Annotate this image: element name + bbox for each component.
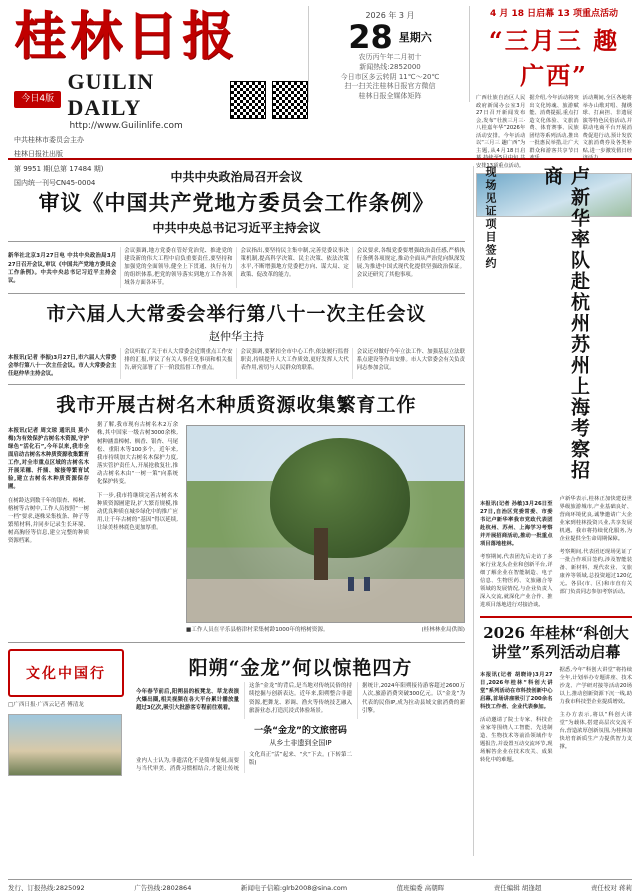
right1-col-1: 本报讯(记者 孙敏)3月26日至27日,自治区党委常委、市委书记卢新华率我市党政代表团赴杭州、苏州、上海学习考察并开展招商活动,推动一批重点项目落地桂林。 (480, 501, 553, 547)
lead-col-4: 会议要求,各级党委要增强政治责任感,严格执行条例各项规定,推动全面从严治党向纵深发展,为推进中国式现代化提供坚强政治保证。会议还研究了其他事项。 (356, 248, 465, 279)
right-story-1-subhead: 现场见证项目签约 (484, 166, 497, 270)
edition-badge (14, 91, 61, 107)
edition-badge-label: 今日4版 (21, 94, 55, 105)
newspaper-url: http://www.Guilinlife.com (69, 120, 183, 131)
lead-col-3: 会议指出,要坚持民主集中制,完善党委议事决策机制,提高科学决策、民主决策、依法决策水平,不断增强地方党委把方向、谋大局、定政策、促改革的能力。 (240, 248, 349, 279)
lead-kicker: 中共中央政治局召开会议 (170, 170, 303, 184)
masthead-meta-1: 桂林日报社出版 (14, 150, 63, 159)
second-col-3: 会议强调,要紧扣全市中心工作,依法履行监督职责,持续提升人大工作质效,更好发挥人大代表作用,密切与人民群众的联系。 (240, 349, 349, 372)
lead-subhead: 中共中央总书记习近平主持会议 (152, 221, 321, 235)
culture-main (136, 649, 465, 776)
date-day: 28 (348, 18, 393, 56)
photo-col-3: 据了解,我市现有古树名木2万余株,其中国家一级古树3000余株,树种涵盖樟树、枫香、银杏、马尾松、重阳木等100多个。近年来,我市持续加大古树名木保护力度,落实管护责任人,开展抢救复壮,推动古树名木由“一树一策”向系统化保护转变。 (97, 422, 178, 486)
footer-proofreader: 责任校对 蒋莉 (590, 884, 632, 892)
culture-dateline: □广西日报·广西云记者 傅清龙 (8, 702, 84, 709)
date-year-month: 2026 年 3 月 (365, 11, 415, 20)
culture-brand-box (8, 649, 130, 776)
right-story-2-body (480, 667, 632, 765)
weather-note: 今日市区多云转阴 11℃～20℃ (340, 72, 440, 81)
masthead-left (8, 6, 308, 189)
right1-col-3: 卢新华表示,桂林正加快建设世界级旅游城市,产业基础良好、营商环境优良,诚挚邀请广大企业家到桂林投资兴业,共享发展机遇。我市将持续优化服务,为企业提供全生命周期保障。 (559, 496, 632, 542)
second-col-2: 会议听取了关于市人大常委会近期重点工作安排的汇报,审议了有关人事任免事项和相关报告,研究部署了下一阶段监督工作重点。 (124, 349, 233, 372)
photo-story-text (8, 421, 178, 637)
newspaper-title-english: GUILIN DAILY (67, 68, 155, 120)
footer-responsible-editor: 责任编辑 胡逢超 (493, 884, 542, 892)
footer-ad-hotline: 广告热线:2802864 (134, 884, 192, 892)
second-headline: 市六届人大常委会举行第八十一次主任会议 (46, 303, 427, 326)
right1-col-2: 考察期间,代表团先后走访了多家行业龙头企业和创新平台,详细了解企业在智能制造、电子信息、生物医药、文旅融合等领域的发展情况,与企业负责人深入交流,就深化产业合作、推进项目落地进行对接洽谈。 (480, 554, 553, 608)
right-story-1-body (480, 496, 632, 610)
culture-col-1: 今年春节前后,阳朔县的板凳龙、草龙表演火爆出圈,相关视频在各大平台累计播放量超过3亿次,吸引大批游客专程前往观看。 (136, 688, 239, 711)
qr-code-icon (230, 81, 266, 119)
promo-col-2: 据介绍,今年活动将突出文化铸魂、旅游赋能、消费提振,重点打造文化体验、文旅消费、体育赛事、民族团结等系列活动,推出一批惠民举措,让广大群众和游客共享节日欢乐。 (529, 95, 579, 162)
tree-canopy-shape (270, 438, 410, 558)
right-column (473, 166, 632, 856)
person-figure (348, 577, 354, 591)
second-col-1: 本报讯(记者 李振)3月27日,市六届人大常委会举行第八十一次主任会议。市人大常委会主任赵仲华主持会议。 (8, 354, 117, 377)
second-byline: 赵仲华主持 (209, 330, 264, 344)
main-column (8, 166, 465, 856)
culture-col-2: 这条“金龙”的背后,是当地对传统民俗的持续挖掘与创新表达。近年来,阳朔整合非遗资源,把舞龙、彩调、渔火等传统技艺融入旅游业态,打造沉浸式体验场景。 (249, 683, 352, 714)
promo-text (476, 95, 632, 170)
lead-col-2: 会议强调,地方党委在管好党治党、推进党的建设新的伟大工程中肩负重要责任,要坚持和加强党的全面领导,健全上下贯通、执行有力的组织体系,把党的领导落实到地方工作各领域各方面各环节。 (124, 248, 233, 287)
right2-col-2: 活动邀请了院士专家、科技企业家等围绕人工智能、先进制造、生物技术等前沿领域作专题报告,并设置互动交流环节,现场解答企业在技术攻关、成果转化中的难题。 (480, 717, 553, 763)
culture-col-3: 据统计,2024年阳朔接待游客超过2600万人次,旅游消费突破300亿元。以“金龙”为代表的民俗IP,成为拉动县域文旅消费的新引擎。 (362, 683, 465, 714)
newspaper-title: 桂林日报 (14, 6, 239, 67)
culture-headline: 阳朔“金龙”何以惊艳四方 (188, 657, 413, 680)
masthead-meta-2: 第 9951 期(总第 17484 期) (14, 164, 104, 173)
photo-caption (186, 625, 465, 633)
photo-figure (186, 425, 465, 633)
right-story-2-headline: 2026 年桂林“科创大讲堂”系列活动启幕 (483, 623, 629, 662)
right2-col-3: 据悉,今年“科创大讲堂”将持续全年,计划举办专题讲座、技术沙龙、产学研对接等活动20场以上,推动创新资源下沉一线,助力我市科技型企业提质增效。 (559, 666, 632, 705)
photo-col-4: 下一步,我市将继续完善古树名木种质资源圃建设,扩大繁育规模,推动优良种质在城乡绿化中的推广应用,让千年古树的“基因”得以延续,让绿美桂林底色更加厚重。 (97, 492, 178, 531)
masthead-datebox (308, 6, 470, 102)
photo-col-1: 本报讯(记者 周文琼 通讯员 莫小梅)为有效保护古树名木资源,守护绿色“活化石”,今年以来,我市全面启动古树名木种质资源收集繁育工作,对全市重点区域的古树名木开展采穗、扦插、嫁接等繁育试验,建立古树名木种质资源保存圃。 (8, 427, 89, 491)
right-story-1-headline: 卢新华率队赴杭州苏州上海考察招商 (541, 166, 590, 481)
page-body (8, 166, 632, 856)
date-weekday: 星期六 (398, 31, 432, 44)
lead-headline: 审议《中国共产党地方委员会工作条例》 (38, 190, 435, 215)
second-col-4: 会议还对做好今年立法工作、加强基层立法联系点建设等作出安排。市人大常委会有关负责同志参加会议。 (356, 349, 465, 372)
footer-duty-editor: 值班编委 高朝晖 (396, 884, 445, 892)
culture-sub-1: 一条“金龙”的文旅密码 (254, 726, 347, 737)
lead-body (8, 247, 465, 288)
culture-logo: 文化中国行 (8, 649, 124, 697)
photo-story-block (8, 421, 465, 637)
lead-col-1: 新华社北京3月27日电 中共中央政治局3月27日召开会议,审议《中国共产党地方委员会工作条例》。中共中央总书记习近平主持会议。 (8, 253, 117, 284)
promo-kicker: 4 月 18 日启幕 13 项重点活动 (490, 9, 618, 19)
right-story-1-head (480, 166, 632, 496)
photo-caption-right: (桂林林业局供图) (421, 627, 465, 634)
promo-col-1: 广西壮族自治区人民政府新闻办公室3月27日召开新闻发布会,发布“壮族三月三·八桂嘉年华”2026年活动安排。今年活动以“三月三 趣广西”为主题,从4月18日启幕,持续至5月中旬,共安排13项重点活动。 (476, 95, 526, 169)
tree-photo (186, 425, 465, 623)
masthead-subrow (14, 69, 308, 131)
photo-story-headline: 我市开展古树名木种质资源收集繁育工作 (56, 394, 417, 417)
right2-col-1: 本报讯(记者 胡晓诗)3月27日,2026年桂林“科创大讲堂”系列活动在市科技创新中心启幕,首场讲座吸引了200余名科技工作者、企业代表参加。 (480, 672, 553, 710)
culture-section (8, 649, 465, 776)
person-figure-2 (364, 577, 370, 591)
footer-subscription: 发行、订报热线:2825092 (8, 884, 85, 892)
photo-caption-left: ■工作人员在平乐县榕津村采集树龄1000年的榕树资源。 (186, 627, 329, 634)
footer-email: 新闻电子信箱:glrb2008@sina.com (240, 884, 348, 892)
masthead-meta-3: 国内统一刊号CN45-0004 (14, 179, 96, 188)
promo-col-3: 活动期间,全区各地将举办山歌对唱、抛绣球、打扁担、非遗展演等特色民俗活动,并联动电商平台开展消费促进行动,预计发放文旅消费券及各类补贴,进一步激发假日经济活力。 (582, 95, 632, 162)
hotline-note: 新闻热线:2852000 (359, 62, 421, 71)
promo-headline: “三月三 趣广西” (488, 26, 620, 90)
matrix-note: 桂林日报全媒体矩阵 (358, 92, 422, 101)
culture-body (136, 682, 465, 719)
culture-image (8, 714, 122, 776)
page-footer (8, 879, 632, 892)
wechat-note: 扫一扫关注桂林日报官方微信 (344, 82, 436, 91)
qr-code-icon-2 (272, 81, 308, 119)
date-lunar: 农历丙午年二月初十 (358, 53, 422, 61)
photo-col-2: 在树龄达到数千年的银杏、樟树、榕树等古树中,工作人员按照“一树一档”要求,逐株采集枝条、种子等繁殖材料,并同步记录生长环境、树高胸径等信息,建立完整的种质资源档案。 (8, 497, 89, 545)
second-body (8, 348, 465, 379)
right1-col-4: 考察期间,代表团还现场见证了一批合作项目签约,涉及智能装备、新材料、现代农业、文旅康养等领域,总投资超过120亿元。各县(市、区)和市直有关部门负责同志参加考察活动。 (559, 548, 632, 595)
right2-col-4: 主办方表示,将以“科创大讲堂”为载体,搭建高层次交流平台,营造浓厚创新氛围,为桂林加快培育新质生产力提供智力支撑。 (559, 711, 632, 750)
culture-sub-2: 从乡土非遗到全国IP (269, 739, 332, 748)
culture-body-2 (136, 751, 465, 773)
tree-trunk-shape (314, 528, 328, 580)
masthead-publisher: 中共桂林市委员会主办 (14, 135, 84, 144)
culture-col-4: 业内人士认为,非遗活化不是简单复刻,而要与当代审美、消费习惯相结合,才能让传统文化真正“活”起来、“火”下去。(下转第二版) (136, 752, 352, 772)
